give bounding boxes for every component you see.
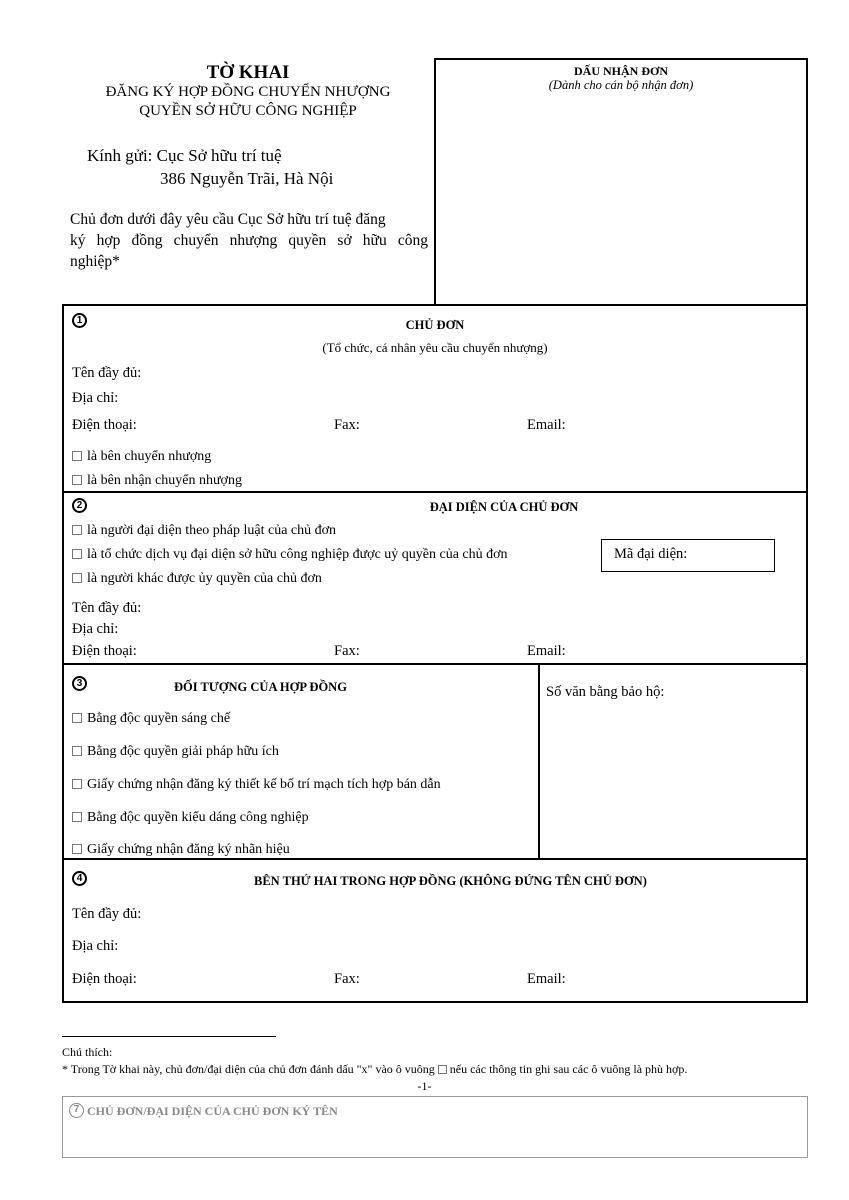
checkbox-icon[interactable] (72, 549, 82, 559)
section-number-7: 7 (69, 1103, 84, 1118)
applicant-fax-label: Fax: (334, 417, 360, 433)
applicant-email-label: Email: (527, 417, 566, 433)
second-party-fax-label: Fax: (334, 971, 360, 987)
section3-divider (538, 665, 540, 858)
rep-address-label: Địa chỉ: (72, 621, 119, 637)
second-party-email-label: Email: (527, 971, 566, 987)
footnote-label: Chú thích: (62, 1045, 113, 1059)
section-number-3: 3 (72, 676, 87, 691)
rep-phone-label: Điện thoại: (72, 643, 137, 659)
checkbox-label: là bên chuyển nhượng (87, 449, 212, 464)
checkbox-trademark[interactable] (72, 842, 290, 858)
section-contract-object (62, 663, 808, 860)
section1-subtitle: (Tổ chức, cá nhân yêu cầu chuyển nhượng) (322, 340, 548, 355)
rep-code-box[interactable] (601, 539, 775, 572)
checkbox-ic-layout[interactable] (72, 777, 441, 793)
patent-number-label: Số văn bằng bảo hộ: (546, 684, 665, 700)
stamp-box (434, 58, 808, 306)
intro-line3: nghiệp* (70, 253, 120, 270)
checkbox-label: Bằng độc quyền giải pháp hữu ích (87, 744, 279, 759)
section-second-party (62, 858, 808, 1003)
checkbox-label: là tổ chức dịch vụ đại diện sở hữu công nghiệp được uỷ quyền của chủ đơn (87, 547, 508, 562)
intro-line1: Chủ đơn dưới đây yêu cầu Cục Sở hữu trí tuệ đăng (70, 211, 386, 228)
second-party-phone-label: Điện thoại: (72, 971, 137, 987)
applicant-address-label: Địa chỉ: (72, 390, 119, 406)
checkbox-label: Giấy chứng nhận đăng ký nhãn hiệu (87, 842, 290, 857)
checkbox-ip-agent[interactable] (72, 547, 508, 563)
recipient-line1: Kính gửi: Cục Sở hữu trí tuệ (87, 146, 282, 165)
form-subtitle-line1: ĐĂNG KÝ HỢP ĐỒNG CHUYỂN NHƯỢNG (105, 84, 391, 100)
rep-code-label: Mã đại diện: (614, 546, 688, 562)
section-signature (62, 1096, 808, 1158)
checkbox-icon[interactable] (72, 475, 82, 485)
section4-title: BÊN THỨ HAI TRONG HỢP ĐỒNG (KHÔNG ĐỨNG TÊN CHỦ ĐƠN) (254, 874, 647, 888)
checkbox-utility-solution[interactable] (72, 744, 279, 760)
footnote-divider (62, 1036, 276, 1037)
checkbox-transferee[interactable] (72, 473, 242, 489)
rep-email-label: Email: (527, 643, 566, 659)
section-number-2: 2 (72, 498, 87, 513)
checkbox-icon[interactable] (72, 779, 82, 789)
checkbox-icon[interactable] (72, 812, 82, 822)
intro-line2: ký hợp đồng chuyển nhượng quyền sở hữu công (70, 232, 428, 249)
page-number: -1- (417, 1079, 432, 1093)
checkbox-icon[interactable] (72, 525, 82, 535)
section2-title: ĐẠI DIỆN CỦA CHỦ ĐƠN (429, 500, 579, 514)
checkbox-label: là người đại diện theo pháp luật của chủ đơn (87, 523, 337, 538)
checkbox-transferor[interactable] (72, 449, 211, 465)
checkbox-icon[interactable] (72, 451, 82, 461)
checkbox-industrial-design[interactable] (72, 810, 309, 826)
recipient-line2: 386 Nguyễn Trãi, Hà Nội (160, 169, 334, 188)
form-title: TỜ KHAI (206, 62, 290, 83)
section-applicant (62, 304, 808, 493)
footnote-text-start: * Trong Tờ khai này, chủ đơn/đại diện của chủ đơn đánh dấu "x" vào ô vuông (62, 1062, 435, 1076)
applicant-name-label: Tên đầy đủ: (72, 365, 142, 381)
checkbox-other-authorized[interactable] (72, 571, 322, 587)
checkbox-icon (438, 1065, 447, 1074)
checkbox-label: là bên nhận chuyển nhượng (87, 473, 242, 488)
applicant-phone-label: Điện thoại: (72, 417, 137, 433)
footnote-text (62, 1062, 687, 1077)
checkbox-label: Giấy chứng nhận đăng ký thiết kế bố trí mạch tích hợp bán dẫn (87, 777, 441, 792)
checkbox-icon[interactable] (72, 573, 82, 583)
second-party-address-label: Địa chỉ: (72, 938, 119, 954)
checkbox-icon[interactable] (72, 844, 82, 854)
rep-fax-label: Fax: (334, 643, 360, 659)
second-party-name-label: Tên đầy đủ: (72, 906, 142, 922)
section-number-1: 1 (72, 313, 87, 328)
checkbox-label: Bằng độc quyền kiểu dáng công nghiệp (87, 810, 309, 825)
section7-title: CHỦ ĐƠN/ĐẠI DIỆN CỦA CHỦ ĐƠN KÝ TÊN (87, 1104, 338, 1118)
checkbox-label: Bằng độc quyền sáng chế (87, 711, 231, 726)
rep-name-label: Tên đầy đủ: (72, 600, 142, 616)
section-representative (62, 491, 808, 665)
section1-title: CHỦ ĐƠN (405, 318, 465, 332)
checkbox-invention-patent[interactable] (72, 711, 230, 727)
footnote-text-end: nếu các thông tin ghi sau các ô vuông là phù hợp. (449, 1062, 688, 1076)
checkbox-icon[interactable] (72, 746, 82, 756)
form-subtitle-line2: QUYỀN SỞ HỮU CÔNG NGHIỆP (139, 103, 357, 119)
checkbox-label: là người khác được ủy quyền của chủ đơn (87, 571, 322, 586)
checkbox-legal-rep[interactable] (72, 523, 336, 539)
stamp-subtitle: (Dành cho cán bộ nhận đơn) (548, 78, 694, 92)
checkbox-icon[interactable] (72, 713, 82, 723)
section3-title: ĐỐI TƯỢNG CỦA HỢP ĐỒNG (174, 680, 347, 694)
section-number-4: 4 (72, 871, 87, 886)
stamp-title: DẤU NHẬN ĐƠN (574, 64, 668, 78)
